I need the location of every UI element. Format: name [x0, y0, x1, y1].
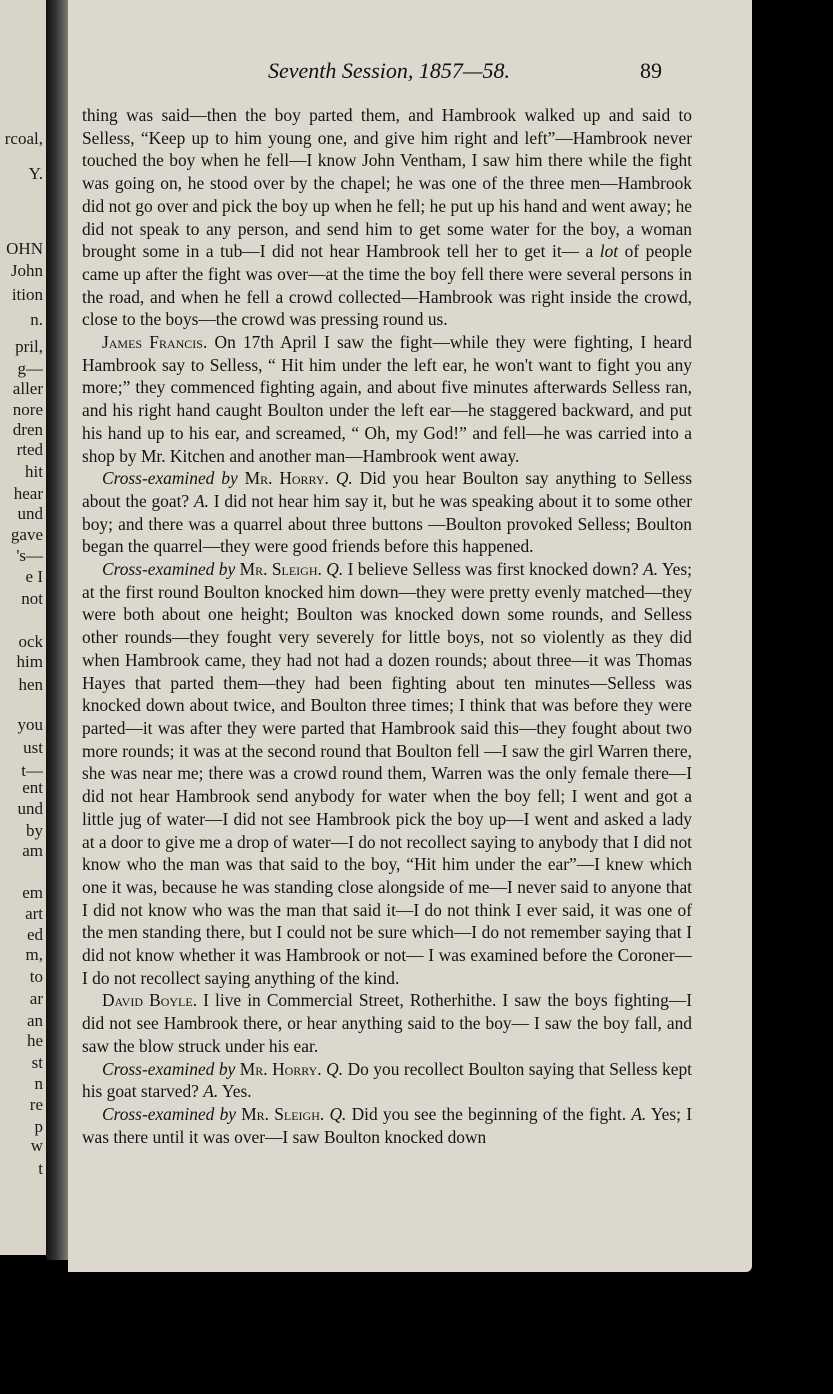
left-page-fragment: to [29, 967, 43, 986]
left-page-fragment: st [31, 1053, 43, 1072]
text-run: A. [643, 559, 659, 580]
left-page-edge [0, 0, 46, 1255]
left-page-fragment: rted [16, 440, 43, 459]
text-run: A. [203, 1081, 219, 1102]
text-run: Mr. Sleigh. [235, 559, 322, 580]
left-page-fragment: not [21, 589, 43, 608]
left-page-fragment: an [26, 1011, 43, 1030]
text-run: lot [599, 241, 619, 262]
paragraph-p3 [82, 467, 692, 558]
left-page-fragment: w [30, 1136, 43, 1155]
left-page-fragment: you [17, 715, 43, 734]
left-page-fragment: re [29, 1095, 43, 1114]
text-run: David Boyle. [102, 990, 198, 1011]
left-page-fragment: 's— [16, 546, 43, 565]
text-run: On 17th April I saw the fight—while they were fighting, I heard Hambrook say to Selless, “ Hit him under the left ear, he won't want to fight you any more;” they commenced fighting again, and about five minutes afterwards Selless ran, and his right hand caught Boulton under the left ear—he staggered backward, and put his hand up to his ear, and screamed, “ Oh, my God!” and fell—he was carried into a shop by Mr. Kitchen and another man—Hambrook went away. [82, 332, 692, 466]
left-page-fragment: Y. [28, 164, 43, 183]
paragraph-p7 [82, 1103, 692, 1148]
left-page-fragment: ent [22, 778, 43, 797]
left-page-fragment: und [17, 504, 43, 523]
page-body [82, 104, 692, 1148]
text-run: A. [193, 490, 209, 511]
left-page-fragment: dren [12, 420, 43, 439]
paragraph-p6 [82, 1058, 692, 1103]
text-run: thing was said—then the boy parted them, and Hambrook walked up and said to Selless, “Keep up to him young one, and give him right and left”—Hambrook never touched the boy when he fell—I know John Ventham, I saw him there while the fight was going on, he stood over by the chapel; he was one of the three men—Hambrook did not go over and pick the boy up when he fell; he put up his hand and went away; he did not speak to any person, and send him to get some water for the boy, a woman brought some in a tub—I did not hear Hambrook tell her to get it— a [82, 105, 692, 262]
page-header [68, 58, 752, 86]
text-run: Yes. [218, 1081, 252, 1102]
left-page-fragment: ar [29, 989, 43, 1008]
text-run: James Francis. [102, 332, 208, 353]
left-page-fragment: hen [18, 675, 43, 694]
book-page [68, 0, 752, 1272]
left-page-fragment: e I [25, 567, 43, 586]
left-page-fragment: hit [25, 462, 43, 481]
left-page-fragment: rcoal, [4, 129, 43, 148]
running-title: Seventh Session, 1857—58. [268, 58, 510, 83]
text-run: I believe Selless was first knocked down? [343, 559, 644, 580]
left-page-fragment: p [34, 1117, 43, 1136]
text-run: Did you see the beginning of the fight. [346, 1103, 632, 1124]
left-page-fragment: OHN [6, 239, 43, 258]
text-run: Yes; at the first round Boulton knocked him down—they were pretty evenly matched—they were both about one height; Boulton was knocked down some rounds, and Selless other rounds—they fought very severely for little boys, not so violently as they did when Hambrook came, they had not had a dozen rounds; about three—it was Thomas Hayes that parted them—they had been fighting about ten minutes—Selless was knocked down about twice, and Boulton three times; I think that was before they were parted—it was after they were parted that Hambrook said this—they fought about two more rounds; it was at the second round that Boulton fell —I saw the girl Warren there, she was near me; there was a crowd round them, Warren was the only female there—I did not hear Hambrook send anybody for water when the boy fell; I went and got a little jug of water—I did not see Hambrook pick the boy up—I went and asked a lady at a door to give me a drop of water—I do not recollect saying to anybody that I did not know who the man was that said to the boy, “Hit him under the ear”—I knew which one it was, because he was standing close alongside of me—I never said to anyone that I did not know who was the man that said it—I do not think I ever said, it was one of the men standing there, but I could not be sure which—I do not remember saying that I did not know whether it was Hambrook or not— I was examined before the Coroner—I do not recollect saying anything of the kind. [82, 559, 692, 988]
left-page-fragment: n. [30, 310, 43, 329]
left-page-fragment: art [25, 904, 43, 923]
text-run: Mr. Horry. [237, 468, 329, 489]
text-run: of people came up after the fight was over—at the time the boy fell there were several persons in the road, and when he fell a crowd collected—Hambrook was right inside the crowd, close to the boys—the crowd was pressing round us. [82, 241, 692, 330]
page-number: 89 [640, 58, 662, 83]
text-run: Q. [335, 468, 353, 489]
text-run: Yes; I was there until it was over—I saw Boulton knocked down [82, 1103, 692, 1147]
left-page-fragment: aller [12, 379, 43, 398]
text-run: I did not hear him say it, but he was speaking about it to some other boy; and there was a quarrel about three buttons —Boulton provoked Selless; Boulton began the quarrel—they were good friends before this happened. [82, 490, 692, 557]
text-run: Q. [326, 559, 344, 580]
left-page-fragment: n [34, 1074, 43, 1093]
paragraph-p5 [82, 989, 692, 1057]
left-page-fragment: he [26, 1031, 43, 1050]
scan-border-right [752, 0, 833, 1394]
left-page-fragment: ition [11, 285, 43, 304]
text-run: Cross-examined by [102, 468, 238, 489]
paragraph-p1 [82, 104, 692, 331]
paragraph-p4 [82, 558, 692, 989]
book-gutter [46, 0, 70, 1260]
text-run: Cross-examined by [102, 1103, 236, 1124]
left-page-fragment: gave [10, 525, 43, 544]
left-page-fragment: hear [13, 484, 43, 503]
left-page-fragment: nore [12, 400, 43, 419]
left-page-fragment: ock [18, 632, 43, 651]
text-run: Mr. Sleigh. [236, 1103, 325, 1124]
left-page-fragment: und [17, 799, 43, 818]
text-run: I live in Commercial Street, Rotherhithe. I saw the boys fighting—I did not see Hambrook there, or hear anything said to the boy— I saw the boy fall, and saw the blow struck under his ear. [82, 990, 692, 1056]
left-page-fragment: ust [23, 738, 43, 757]
text-run: Did you hear Boulton say anything to Selless about the goat? [82, 468, 692, 511]
text-run [329, 468, 336, 488]
text-run: A. [631, 1103, 647, 1124]
text-run: Cross-examined by [102, 1058, 236, 1079]
left-page-fragment: m, [25, 945, 43, 964]
text-run: Mr. Horry. [235, 1058, 322, 1079]
text-run: Do you recollect Boulton saying that Selless kept his goat starved? [82, 1058, 692, 1102]
left-page-fragment: him [16, 652, 43, 671]
left-page-fragment: by [26, 821, 43, 840]
scan-border-bottom [0, 1272, 833, 1394]
left-page-fragment: John [10, 261, 43, 280]
left-page-fragment: g— [17, 359, 43, 378]
left-page-fragment: am [22, 841, 43, 860]
text-run: Q. [326, 1058, 344, 1079]
left-page-fragment: pril, [15, 337, 43, 356]
text-run: Q. [329, 1103, 347, 1124]
left-page-fragment: em [22, 883, 43, 902]
left-page-fragment: t [38, 1159, 43, 1178]
paragraph-p2 [82, 331, 692, 467]
left-page-fragment: ed [26, 925, 43, 944]
left-page-fragment: t— [21, 761, 43, 780]
text-run: Cross-examined by [102, 559, 236, 580]
